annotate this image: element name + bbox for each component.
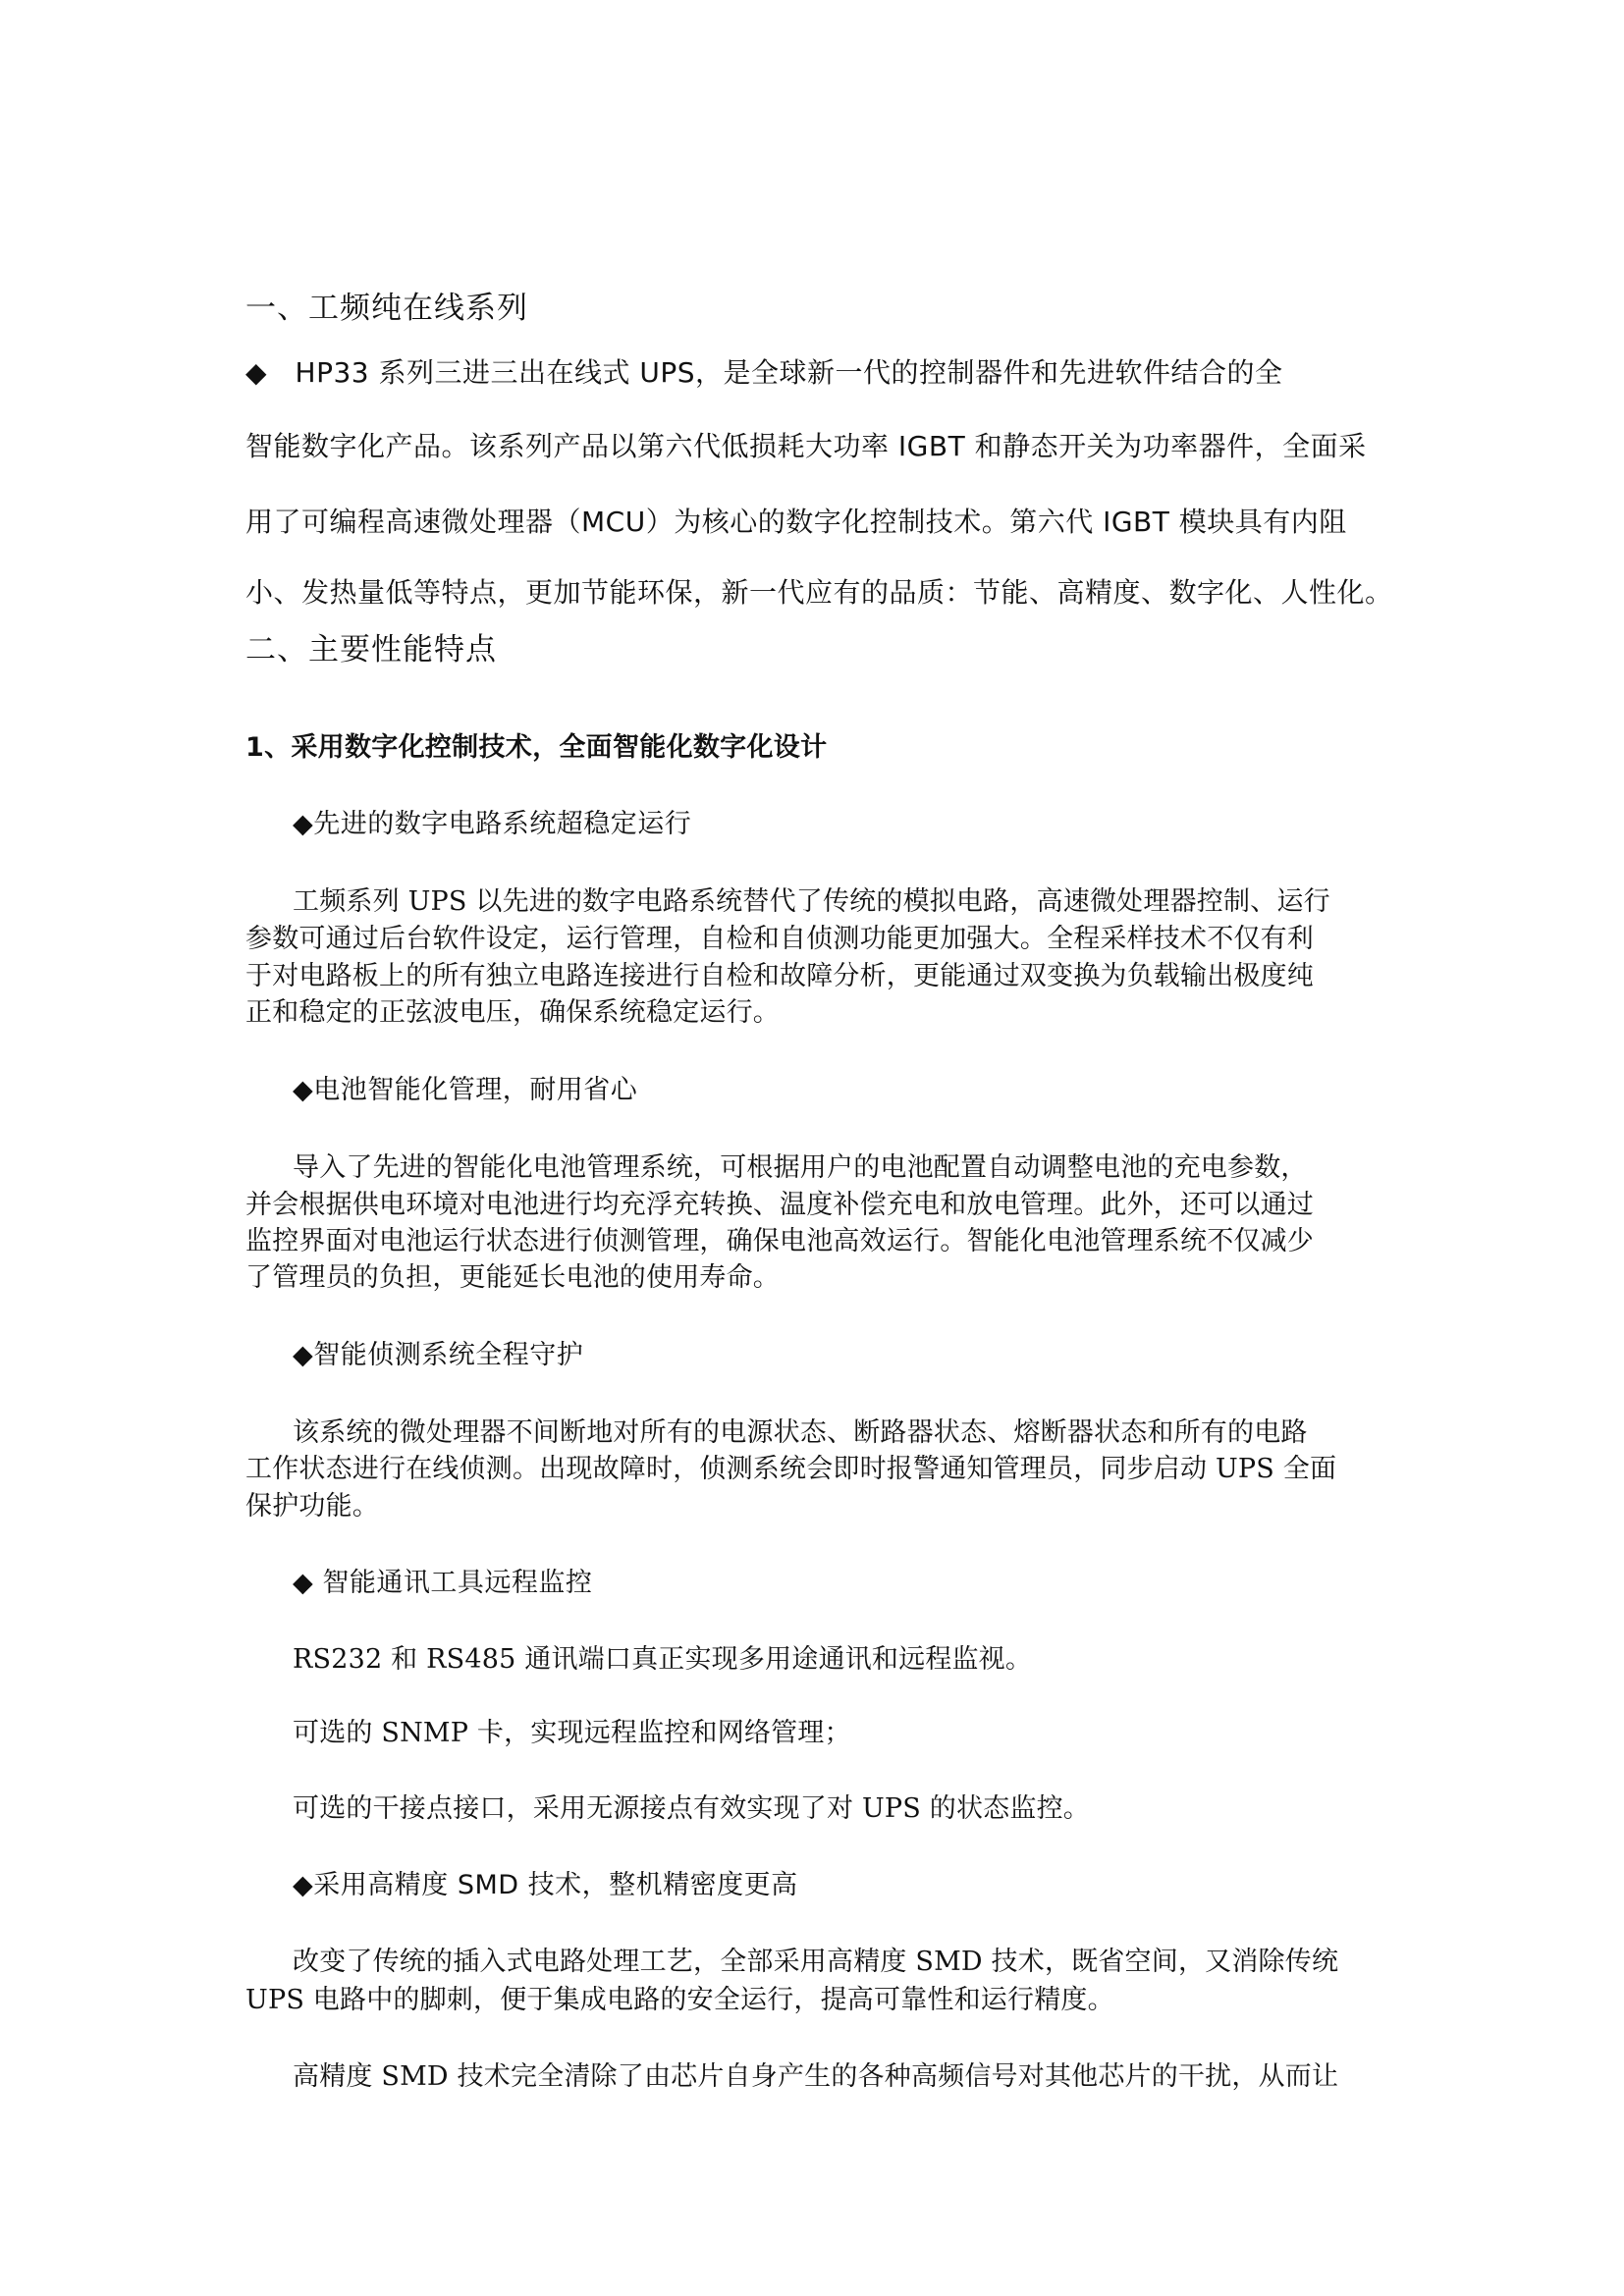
feature-subheading-smd: ◆采用高精度 SMD 技术，整机精密度更高 <box>293 1870 798 1900</box>
paragraph-line: 工频系列 UPS 以先进的数字电路系统替代了传统的模拟电路，高速微处理器控制、运行 <box>293 886 1330 917</box>
feature-subheading-digital: ◆先进的数字电路系统超稳定运行 <box>293 809 692 839</box>
paragraph-line: 于对电路板上的所有独立电路连接进行自检和故障分析，更能通过双变换为负载输出极度纯 <box>245 961 1314 991</box>
paragraph-line: 高精度 SMD 技术完全清除了由芯片自身产生的各种高频信号对其他芯片的干扰，从而让 <box>293 2061 1339 2092</box>
intro-line-2: 智能数字化产品。该系列产品以第六代低损耗大功率 IGBT 和静态开关为功率器件，全面采 <box>245 430 1367 462</box>
list-item: 可选的干接点接口，采用无源接点有效实现了对 UPS 的状态监控。 <box>293 1793 1090 1824</box>
paragraph-line: 了管理员的负担，更能延长电池的使用寿命。 <box>245 1262 780 1293</box>
section-title-2: 二、主要性能特点 <box>245 632 497 667</box>
feature-heading-1: 1、采用数字化控制技术，全面智能化数字化设计 <box>245 732 828 763</box>
intro-line-1: ◆ HP33 系列三进三出在线式 UPS，是全球新一代的控制器件和先进软件结合的全 <box>245 356 1283 389</box>
feature-subheading-communication: ◆ 智能通讯工具远程监控 <box>293 1568 593 1598</box>
section-title-1: 一、工频纯在线系列 <box>245 291 528 326</box>
list-item: RS232 和 RS485 通讯端口真正实现多用途通讯和远程监视。 <box>293 1644 1033 1675</box>
paragraph-line: 并会根据供电环境对电池进行均充浮充转换、温度补偿充电和放电管理。此外，还可以通过 <box>245 1190 1314 1220</box>
paragraph-line: 导入了先进的智能化电池管理系统，可根据用户的电池配置自动调整电池的充电参数， <box>293 1152 1308 1183</box>
list-item: 可选的 SNMP 卡，实现远程监控和网络管理； <box>293 1718 851 1748</box>
paragraph-line: 改变了传统的插入式电路处理工艺，全部采用高精度 SMD 技术，既省空间，又消除传统 <box>293 1947 1339 1977</box>
intro-line-4: 小、发热量低等特点，更加节能环保，新一代应有的品质：节能、高精度、数字化、人性化。 <box>245 576 1393 609</box>
paragraph-line: 工作状态进行在线侦测。出现故障时，侦测系统会即时报警通知管理员，同步启动 UPS 全面 <box>245 1454 1337 1484</box>
paragraph-line: 该系统的微处理器不间断地对所有的电源状态、断路器状态、熔断器状态和所有的电路 <box>293 1417 1308 1448</box>
paragraph-line: 监控界面对电池运行状态进行侦测管理，确保电池高效运行。智能化电池管理系统不仅减少 <box>245 1226 1314 1256</box>
feature-subheading-battery: ◆电池智能化管理，耐用省心 <box>293 1075 638 1105</box>
feature-subheading-detection: ◆智能侦测系统全程守护 <box>293 1340 584 1370</box>
intro-line-3: 用了可编程高速微处理器（MCU）为核心的数字化控制技术。第六代 IGBT 模块具有内阻 <box>245 506 1347 538</box>
paragraph-line: 保护功能。 <box>245 1491 379 1522</box>
paragraph-line: 参数可通过后台软件设定，运行管理，自检和自侦测功能更加强大。全程采样技术不仅有利 <box>245 924 1314 954</box>
paragraph-line: UPS 电路中的脚刺，便于集成电路的安全运行，提高可靠性和运行精度。 <box>245 1985 1114 2015</box>
paragraph-line: 正和稳定的正弦波电压，确保系统稳定运行。 <box>245 997 780 1028</box>
